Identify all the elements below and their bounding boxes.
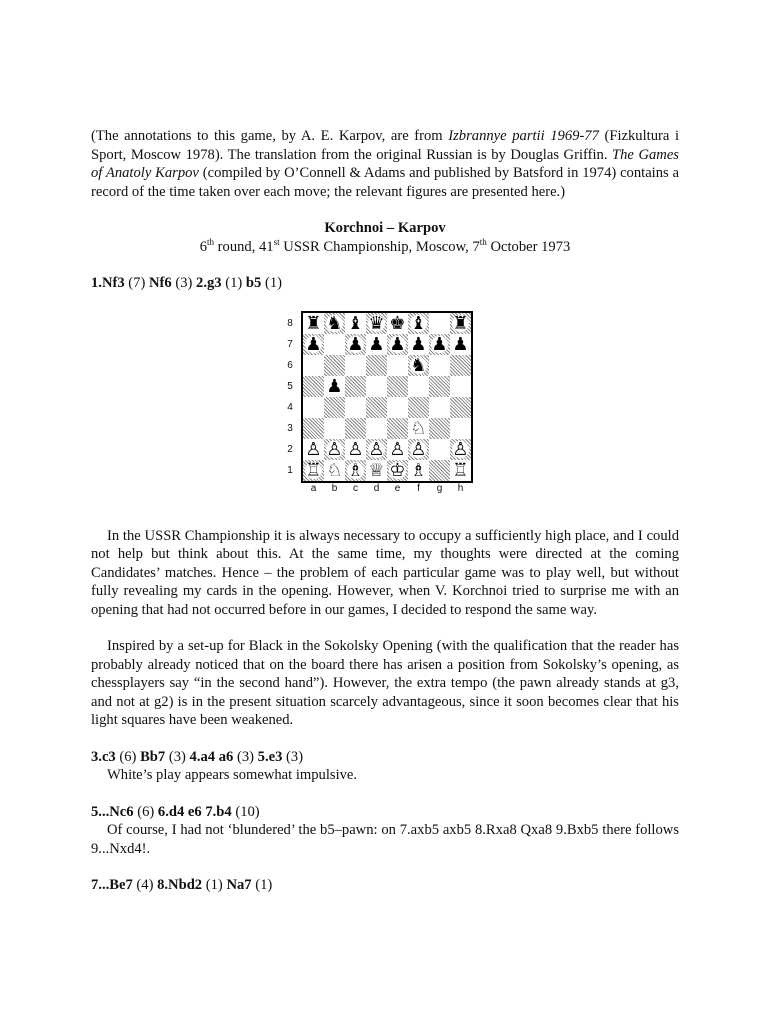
event-text-1: round, 41 — [214, 238, 274, 255]
rank-label: 2 — [287, 443, 293, 455]
white-pawn-icon: ♙ — [389, 438, 406, 460]
white-rook-icon: ♖ — [452, 459, 469, 481]
black-bishop-icon: ♝ — [408, 313, 429, 334]
rank-label: 8 — [287, 317, 293, 329]
board-square-b2 — [324, 439, 345, 460]
players-heading: Korchnoi – Karpov — [324, 220, 446, 236]
board-square-a7 — [303, 334, 324, 355]
intro-paragraph — [91, 127, 679, 201]
board-square-b5 — [324, 376, 345, 397]
black-pawn-icon: ♟ — [345, 334, 366, 355]
intro-text-3: (compiled by O’Connell & Adams and published by Batsford in 1974) contains a record of the time taken over each move; the relevant figures are presented here.) — [91, 165, 680, 200]
file-label: e — [394, 482, 401, 494]
board-square-e5 — [387, 376, 408, 397]
black-pawn-icon: ♟ — [410, 333, 427, 355]
board-square-a2 — [303, 439, 324, 460]
move: b5 — [245, 275, 262, 291]
board-square-a6 — [303, 355, 324, 376]
black-pawn-icon: ♟ — [429, 334, 450, 355]
move: 3.c3 — [91, 748, 116, 765]
board-square-f2 — [408, 439, 429, 460]
board-square-h3 — [450, 418, 471, 439]
board-square-h4 — [450, 397, 471, 418]
moves-line-1 — [91, 274, 679, 293]
move-time: (3) — [233, 748, 258, 765]
board-square-d4 — [366, 397, 387, 418]
white-pawn-icon: ♙ — [324, 439, 345, 460]
black-rook-icon: ♜ — [450, 313, 471, 334]
white-bishop-icon: ♗ — [410, 459, 427, 481]
board-square-e7 — [387, 334, 408, 355]
board-square-c3 — [345, 418, 366, 439]
file-label: b — [331, 482, 338, 494]
board-square-d3 — [366, 418, 387, 439]
board-square-h8 — [450, 313, 471, 334]
intro-text-1: (The annotations to this game, by A. E. Karpov, are from — [91, 128, 449, 144]
board-square-g8 — [429, 313, 450, 334]
board-square-f4 — [408, 397, 429, 418]
board-square-f3 — [408, 418, 429, 439]
move-time: (4) — [132, 877, 158, 893]
intro-text-2: (Fizkultura i Sport, Moscow 1978). The translation from the original Russian is by Douglas Griffin. — [91, 128, 679, 163]
black-pawn-icon: ♟ — [387, 334, 408, 355]
board-square-d5 — [366, 376, 387, 397]
white-rook-icon: ♖ — [303, 460, 324, 481]
black-pawn-icon: ♟ — [452, 333, 469, 355]
black-pawn-icon: ♟ — [303, 334, 324, 355]
board-square-f7 — [408, 334, 429, 355]
board-square-g6 — [429, 355, 450, 376]
move: 7...Be7 — [91, 877, 133, 893]
move-time: (10) — [231, 803, 260, 820]
white-pawn-icon: ♙ — [347, 438, 364, 460]
board-square-g4 — [429, 397, 450, 418]
board-square-b3 — [324, 418, 345, 439]
move-time: (3) — [165, 748, 190, 765]
round-suffix: th — [207, 236, 215, 247]
file-label: c — [353, 482, 358, 494]
file-labels — [303, 482, 471, 496]
white-pawn-icon: ♙ — [305, 438, 322, 460]
board-square-g3 — [429, 418, 450, 439]
board-square-e1 — [387, 460, 408, 481]
move-time: (1) — [202, 877, 227, 893]
game-event — [91, 238, 679, 257]
board-square-h5 — [450, 376, 471, 397]
board-square-d8 — [366, 313, 387, 334]
board-square-c8 — [345, 313, 366, 334]
move: 6.d4 — [157, 803, 185, 820]
move: 7.b4 — [205, 803, 232, 820]
board-square-h1 — [450, 460, 471, 481]
board-square-c1 — [345, 460, 366, 481]
white-bishop-icon: ♗ — [345, 460, 366, 481]
board-square-h7 — [450, 334, 471, 355]
rank-label: 3 — [287, 422, 293, 434]
rank-label: 1 — [287, 464, 293, 476]
move: 8.Nbd2 — [157, 877, 203, 893]
file-label: g — [436, 482, 443, 494]
move-time: (6) — [133, 803, 158, 820]
source-book-title: Izbrannye partii 1969-77 — [448, 128, 599, 144]
document-page — [91, 127, 679, 895]
black-queen-icon: ♛ — [366, 313, 387, 334]
file-label: f — [417, 482, 420, 494]
board-square-g2 — [429, 439, 450, 460]
file-label: d — [373, 482, 380, 494]
rank-labels — [285, 313, 295, 481]
black-rook-icon: ♜ — [305, 312, 322, 334]
black-pawn-icon: ♟ — [326, 375, 343, 397]
white-pawn-icon: ♙ — [366, 439, 387, 460]
white-knight-icon: ♘ — [410, 417, 427, 439]
board-square-c4 — [345, 397, 366, 418]
move: 5...Nc6 — [91, 803, 134, 820]
board-square-a4 — [303, 397, 324, 418]
board-square-d1 — [366, 460, 387, 481]
board-square-e2 — [387, 439, 408, 460]
black-knight-icon: ♞ — [324, 313, 345, 334]
championship-suffix: st — [273, 236, 280, 247]
board-square-c5 — [345, 376, 366, 397]
board-square-e4 — [387, 397, 408, 418]
move: 1.Nf3 — [91, 275, 125, 291]
board-square-b7 — [324, 334, 345, 355]
move-time: (1) — [261, 275, 282, 291]
board-square-c6 — [345, 355, 366, 376]
board-square-h6 — [450, 355, 471, 376]
rank-label: 6 — [287, 359, 293, 371]
black-bishop-icon: ♝ — [347, 312, 364, 334]
move: a6 — [218, 748, 234, 765]
move-note-2: White’s play appears somewhat impulsive. — [107, 767, 358, 783]
board-square-b8 — [324, 313, 345, 334]
board-square-d6 — [366, 355, 387, 376]
file-label: a — [310, 482, 317, 494]
white-pawn-icon: ♙ — [450, 439, 471, 460]
black-pawn-icon: ♟ — [368, 333, 385, 355]
move: e6 — [187, 803, 202, 820]
board-square-b4 — [324, 397, 345, 418]
moves-line-2 — [91, 748, 679, 767]
rank-label: 4 — [287, 401, 293, 413]
board-square-h2 — [450, 439, 471, 460]
move: Nf6 — [148, 275, 172, 291]
white-knight-icon: ♘ — [326, 459, 343, 481]
board-square-a1 — [303, 460, 324, 481]
board-square-a3 — [303, 418, 324, 439]
move: Bb7 — [140, 748, 166, 765]
reference-book-title: The Games of Anatoly Karpov — [91, 146, 679, 181]
black-knight-icon: ♞ — [408, 355, 429, 376]
commentary-paragraph-1: In the USSR Championship it is always necessary to occupy a sufficiently high place, and I could not help but think about this. At the same time, my thoughts were directed at the coming Candidates’ matches. Hence – the problem of each particular game was to play well, but without fully revealing my cards in the opening. However, when V. Korchnoi tried to surprise me with an opening that had not occurred before in our games, I decided to respond the same way. — [91, 527, 679, 618]
board-square-e6 — [387, 355, 408, 376]
move-time: (7) — [124, 275, 149, 291]
rank-label: 5 — [287, 380, 293, 392]
move-time: (1) — [251, 877, 273, 893]
move-time: (1) — [221, 275, 246, 291]
board-square-a8 — [303, 313, 324, 334]
chess-board — [301, 311, 473, 483]
board-square-g5 — [429, 376, 450, 397]
round-number: 6 — [199, 238, 207, 255]
moves-line-4 — [91, 876, 679, 895]
event-text-2: USSR Championship, Moscow, 7 — [279, 238, 480, 255]
black-king-icon: ♚ — [389, 312, 406, 334]
board-square-e8 — [387, 313, 408, 334]
white-queen-icon: ♕ — [368, 459, 385, 481]
board-square-d2 — [366, 439, 387, 460]
commentary-paragraph-2: Inspired by a set-up for Black in the Sokolsky Opening (with the qualification that the reader has probably already noticed that on the board there has arisen a position from Sokolsky’s opening, as chessplayers say “in the second hand”). However, the extra tempo (the pawn already stands at g3, and not at g2) is in the present situation scarcely advantageous, since it soon becomes clear that his light squares have been weakened. — [91, 638, 679, 728]
chess-diagram — [281, 311, 481, 499]
white-pawn-icon: ♙ — [408, 439, 429, 460]
board-square-f5 — [408, 376, 429, 397]
board-square-g1 — [429, 460, 450, 481]
board-square-b1 — [324, 460, 345, 481]
move: Na7 — [226, 877, 252, 893]
board-square-c7 — [345, 334, 366, 355]
date-suffix: th — [479, 236, 487, 247]
move-time: (3) — [282, 748, 304, 765]
board-square-d7 — [366, 334, 387, 355]
rank-label: 7 — [287, 338, 293, 350]
board-square-g7 — [429, 334, 450, 355]
move: 2.g3 — [196, 275, 222, 291]
white-king-icon: ♔ — [387, 460, 408, 481]
board-square-f6 — [408, 355, 429, 376]
board-square-b6 — [324, 355, 345, 376]
game-players — [91, 219, 679, 238]
move: 4.a4 — [189, 748, 216, 765]
board-square-f1 — [408, 460, 429, 481]
board-square-a5 — [303, 376, 324, 397]
moves-line-3 — [91, 803, 679, 822]
board-square-f8 — [408, 313, 429, 334]
file-label: h — [457, 482, 464, 494]
move-time: (3) — [171, 275, 197, 291]
move-note-3: Of course, I had not ‘blundered’ the b5–pawn: on 7.axb5 axb5 8.Rxa8 Qxa8 9.Bxb5 there follows 9...Nxd4!. — [91, 822, 679, 857]
board-square-c2 — [345, 439, 366, 460]
move-time: (6) — [115, 748, 141, 765]
board-square-e3 — [387, 418, 408, 439]
move: 5.e3 — [257, 748, 283, 765]
event-text-3: October 1973 — [486, 238, 571, 255]
